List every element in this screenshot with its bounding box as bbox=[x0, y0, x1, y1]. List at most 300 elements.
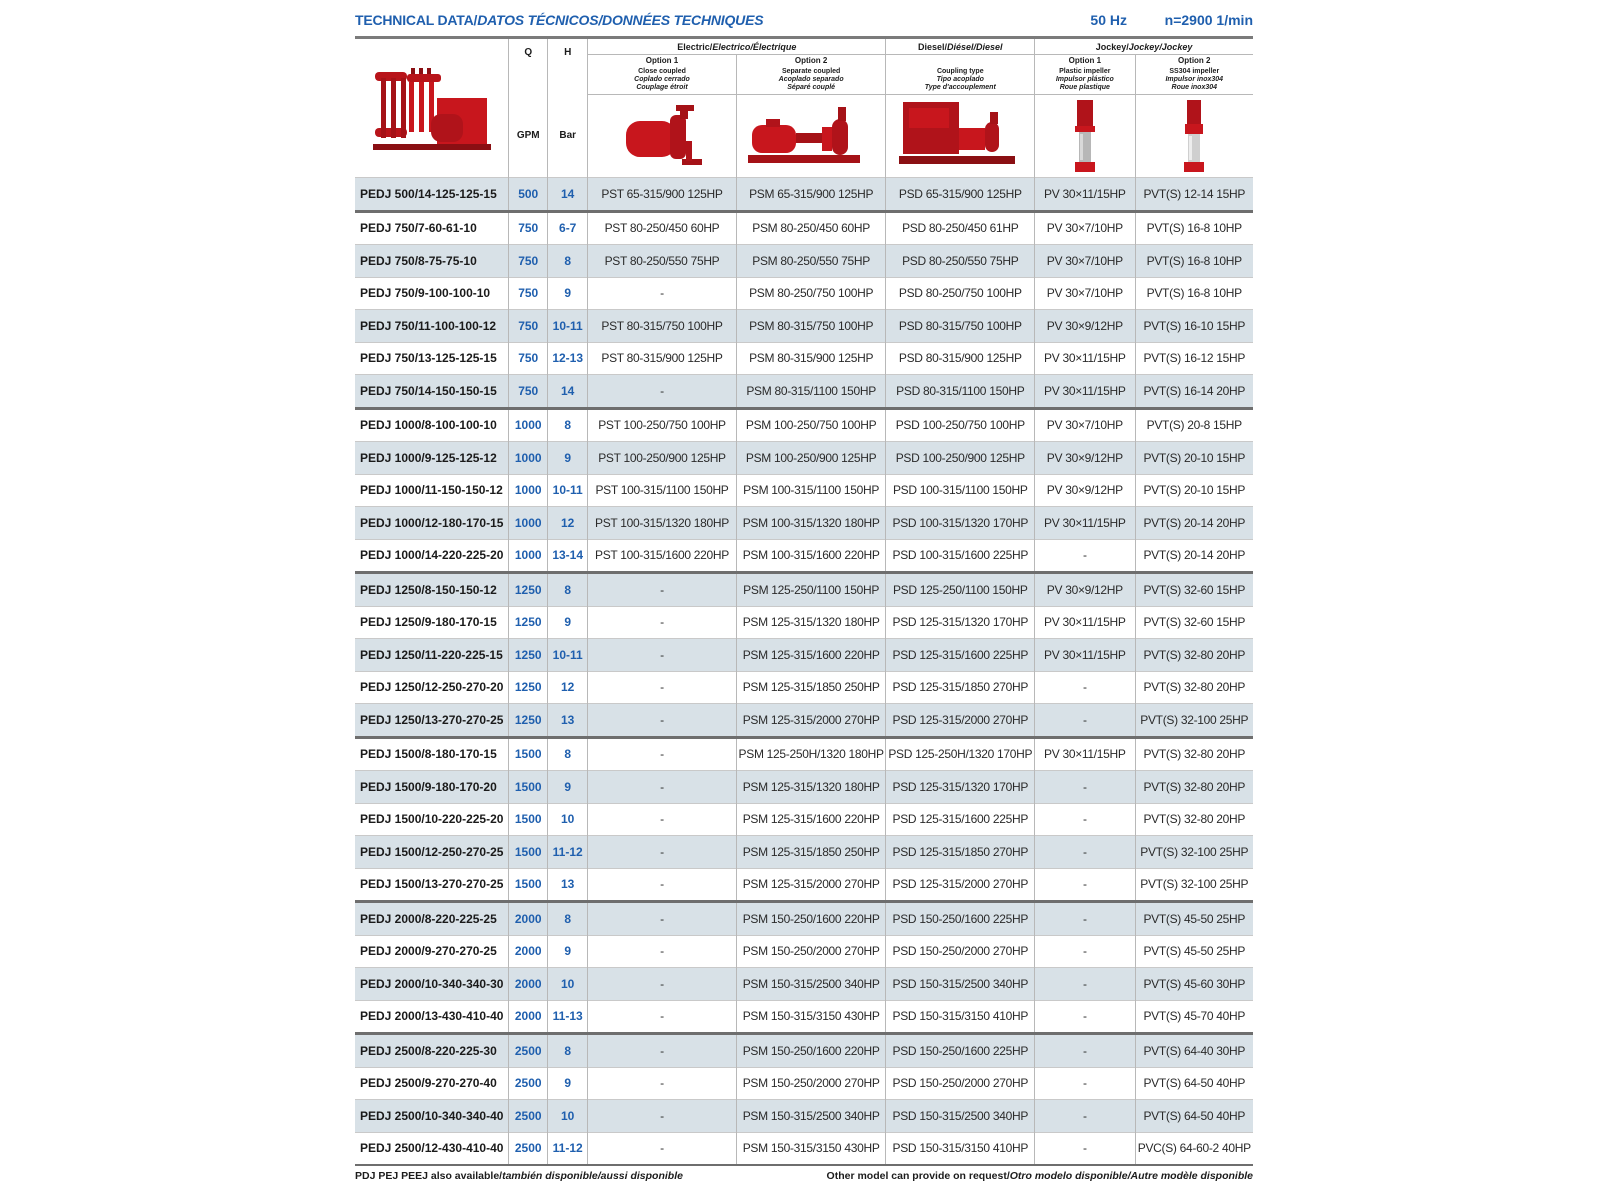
electric-group-header bbox=[588, 38, 886, 55]
flow-gpm-cell: 500 bbox=[509, 178, 548, 212]
head-bar-cell: 10-11 bbox=[548, 310, 588, 343]
model-cell: PEDJ 1250/9-180-170-15 bbox=[355, 606, 509, 639]
separate-coupled-pump-icon bbox=[746, 101, 876, 171]
jockey-option1-cell: PV 30×11/15HP bbox=[1035, 606, 1135, 639]
q-spacer bbox=[509, 66, 548, 95]
diesel-cell: PSD 100-250/900 125HP bbox=[886, 442, 1035, 475]
electric-option1-cell: - bbox=[588, 639, 737, 672]
vertical-pump-steel-icon bbox=[1174, 98, 1214, 174]
head-bar-cell: 9 bbox=[548, 606, 588, 639]
diesel-cell: PSD 80-315/1100 150HP bbox=[886, 375, 1035, 409]
jockey-option2-cell: PVT(S) 16-12 15HP bbox=[1135, 342, 1253, 375]
table-row bbox=[355, 342, 1253, 375]
jockey-option2-cell: PVT(S) 64-40 30HP bbox=[1135, 1034, 1253, 1068]
electric-option1-cell: PST 100-315/1320 180HP bbox=[588, 507, 737, 540]
jockey-option1-cell: - bbox=[1035, 868, 1135, 902]
table-row bbox=[355, 1000, 1253, 1034]
jockey-option2-cell: PVT(S) 16-8 10HP bbox=[1135, 211, 1253, 245]
diesel-cell: PSD 150-250/2000 270HP bbox=[886, 1067, 1035, 1100]
footer-left-main: PDJ PEJ PEEJ also available/ bbox=[355, 1170, 503, 1182]
electric-option1-header: Option 1 bbox=[588, 55, 737, 67]
electric-option1-cell: - bbox=[588, 1000, 737, 1034]
head-bar-cell: 10 bbox=[548, 968, 588, 1001]
electric-option2-cell: PSM 125-250H/1320 180HP bbox=[736, 737, 886, 771]
diesel-group-italic: Diésel/Diesel bbox=[947, 41, 1003, 52]
head-bar-cell: 13-14 bbox=[548, 539, 588, 573]
jockey-option1-cell: - bbox=[1035, 1034, 1135, 1068]
electric-option2-cell: PSM 150-250/1600 220HP bbox=[736, 902, 886, 936]
head-bar-cell: 10 bbox=[548, 803, 588, 836]
table-row bbox=[355, 539, 1253, 573]
q-header: Q bbox=[509, 38, 548, 67]
diesel-cell: PSD 150-315/3150 410HP bbox=[886, 1000, 1035, 1034]
table-row bbox=[355, 245, 1253, 278]
electric-option1-cell: PST 80-315/900 125HP bbox=[588, 342, 737, 375]
model-cell: PEDJ 1250/13-270-270-25 bbox=[355, 704, 509, 738]
head-bar-cell: 13 bbox=[548, 868, 588, 902]
footer-right-italic: Otro modelo disponible/Autre modèle disponible bbox=[1009, 1170, 1253, 1182]
diesel-cell: PSD 125-315/1320 170HP bbox=[886, 606, 1035, 639]
h-header: H bbox=[548, 38, 588, 67]
electric-option1-cell: - bbox=[588, 1034, 737, 1068]
jockey-option1-cell: - bbox=[1035, 935, 1135, 968]
table-row bbox=[355, 178, 1253, 212]
h-spacer bbox=[548, 66, 588, 95]
jockey-option1-cell: - bbox=[1035, 704, 1135, 738]
flow-gpm-cell: 1500 bbox=[509, 803, 548, 836]
electric-option2-cell: PSM 150-315/2500 340HP bbox=[736, 1100, 886, 1133]
electric-option2-cell: PSM 100-315/1320 180HP bbox=[736, 507, 886, 540]
electric-option1-cell: - bbox=[588, 1132, 737, 1165]
electric-option1-cell: PST 100-315/1100 150HP bbox=[588, 474, 737, 507]
jockey-option1-cell: - bbox=[1035, 902, 1135, 936]
flow-gpm-cell: 1000 bbox=[509, 507, 548, 540]
electric-option1-cell: - bbox=[588, 277, 737, 310]
table-row bbox=[355, 968, 1253, 1001]
head-bar-cell: 8 bbox=[548, 737, 588, 771]
flow-gpm-cell: 2000 bbox=[509, 1000, 548, 1034]
electric-option1-cell: PST 100-250/900 125HP bbox=[588, 442, 737, 475]
diesel-cell: PSD 150-315/2500 340HP bbox=[886, 1100, 1035, 1133]
electric-option2-cell: PSM 125-315/1600 220HP bbox=[736, 803, 886, 836]
jockey-option2-cell: PVT(S) 20-8 15HP bbox=[1135, 408, 1253, 442]
electric-option1-cell: PST 65-315/900 125HP bbox=[588, 178, 737, 212]
diesel-cell: PSD 100-315/1320 170HP bbox=[886, 507, 1035, 540]
table-body bbox=[355, 178, 1253, 1166]
head-bar-cell: 9 bbox=[548, 442, 588, 475]
sub-line: Impulsor inox304 bbox=[1165, 76, 1224, 83]
table-row bbox=[355, 836, 1253, 869]
jockey-option1-cell: PV 30×9/12HP bbox=[1035, 442, 1135, 475]
flow-gpm-cell: 750 bbox=[509, 342, 548, 375]
electric-option2-cell: PSM 100-250/900 125HP bbox=[736, 442, 886, 475]
model-cell: PEDJ 2000/13-430-410-40 bbox=[355, 1000, 509, 1034]
head-bar-cell: 8 bbox=[548, 573, 588, 607]
close-coupled-pump-icon bbox=[612, 101, 712, 171]
flow-gpm-cell: 2500 bbox=[509, 1100, 548, 1133]
flow-gpm-cell: 1000 bbox=[509, 442, 548, 475]
diesel-cell: PSD 100-315/1600 225HP bbox=[886, 539, 1035, 573]
system-image-cell bbox=[355, 38, 509, 178]
jockey-option2-cell: PVT(S) 32-100 25HP bbox=[1135, 704, 1253, 738]
jockey-option2-header: Option 2 bbox=[1135, 55, 1253, 67]
jockey-option2-cell: PVT(S) 32-80 20HP bbox=[1135, 671, 1253, 704]
sub-line: Acoplado separado bbox=[778, 76, 844, 83]
jockey-option1-cell: PV 30×7/10HP bbox=[1035, 408, 1135, 442]
model-cell: PEDJ 1500/10-220-225-20 bbox=[355, 803, 509, 836]
table-row bbox=[355, 868, 1253, 902]
model-cell: PEDJ 1000/11-150-150-12 bbox=[355, 474, 509, 507]
footer-left-note bbox=[355, 1170, 683, 1182]
electric-option1-cell: - bbox=[588, 902, 737, 936]
electric-option2-cell: PSM 100-250/750 100HP bbox=[736, 408, 886, 442]
table-row bbox=[355, 310, 1253, 343]
diesel-cell: PSD 65-315/900 125HP bbox=[886, 178, 1035, 212]
pump-system-icon bbox=[367, 58, 497, 158]
model-cell: PEDJ 750/13-125-125-15 bbox=[355, 342, 509, 375]
model-cell: PEDJ 2000/10-340-340-30 bbox=[355, 968, 509, 1001]
electric-option2-cell: PSM 150-250/2000 270HP bbox=[736, 935, 886, 968]
diesel-cell: PSD 125-315/1850 270HP bbox=[886, 671, 1035, 704]
electric-option2-cell: PSM 80-250/450 60HP bbox=[736, 211, 886, 245]
diesel-cell: PSD 100-315/1100 150HP bbox=[886, 474, 1035, 507]
footer-left-italic: también disponible/aussi disponible bbox=[502, 1170, 683, 1182]
electric-option2-cell: PSM 125-315/1850 250HP bbox=[736, 671, 886, 704]
footer-right-note bbox=[827, 1170, 1253, 1182]
jockey-option2-cell: PVT(S) 32-60 15HP bbox=[1135, 573, 1253, 607]
head-bar-cell: 11-12 bbox=[548, 1132, 588, 1165]
jockey-option1-cell: - bbox=[1035, 968, 1135, 1001]
h-unit-header: Bar bbox=[548, 95, 588, 178]
table-row bbox=[355, 408, 1253, 442]
diesel-cell: PSD 125-315/1600 225HP bbox=[886, 803, 1035, 836]
table-row bbox=[355, 606, 1253, 639]
flow-gpm-cell: 1250 bbox=[509, 704, 548, 738]
jockey-option1-cell: - bbox=[1035, 803, 1135, 836]
jockey-group-italic: Jockey/Jockey bbox=[1128, 41, 1193, 52]
sub-line: SS304 impeller bbox=[1169, 68, 1220, 75]
electric-option1-cell: - bbox=[588, 935, 737, 968]
sub-line: Couplage étroit bbox=[636, 84, 688, 91]
electric-option1-cell: - bbox=[588, 704, 737, 738]
technical-data-table bbox=[355, 36, 1253, 1166]
table-row bbox=[355, 902, 1253, 936]
flow-gpm-cell: 1500 bbox=[509, 836, 548, 869]
footer-right-main: Other model can provide on request/ bbox=[826, 1170, 1010, 1182]
model-cell: PEDJ 1000/14-220-225-20 bbox=[355, 539, 509, 573]
ss304-impeller-image-cell bbox=[1135, 95, 1253, 178]
sub-line: Roue plastique bbox=[1059, 84, 1110, 91]
table-row bbox=[355, 573, 1253, 607]
flow-gpm-cell: 1500 bbox=[509, 737, 548, 771]
electric-option2-cell: PSM 125-315/1850 250HP bbox=[736, 836, 886, 869]
vertical-pump-plastic-icon bbox=[1065, 98, 1105, 174]
table-row bbox=[355, 771, 1253, 804]
model-cell: PEDJ 750/8-75-75-10 bbox=[355, 245, 509, 278]
flow-gpm-cell: 1250 bbox=[509, 573, 548, 607]
flow-gpm-cell: 1000 bbox=[509, 474, 548, 507]
electric-option2-cell: PSM 100-315/1600 220HP bbox=[736, 539, 886, 573]
flow-gpm-cell: 750 bbox=[509, 375, 548, 409]
title-row bbox=[355, 0, 1253, 36]
model-cell: PEDJ 2500/10-340-340-40 bbox=[355, 1100, 509, 1133]
electric-option2-cell: PSM 125-315/1320 180HP bbox=[736, 606, 886, 639]
diesel-cell: PSD 150-250/2000 270HP bbox=[886, 935, 1035, 968]
diesel-option-header bbox=[886, 55, 1035, 67]
head-bar-cell: 11-13 bbox=[548, 1000, 588, 1034]
jockey-option2-cell: PVT(S) 16-10 15HP bbox=[1135, 310, 1253, 343]
head-bar-cell: 8 bbox=[548, 245, 588, 278]
model-cell: PEDJ 1500/13-270-270-25 bbox=[355, 868, 509, 902]
jockey-option2-cell: PVT(S) 64-50 40HP bbox=[1135, 1067, 1253, 1100]
table-row bbox=[355, 474, 1253, 507]
head-bar-cell: 9 bbox=[548, 771, 588, 804]
jockey-option2-cell: PVT(S) 16-14 20HP bbox=[1135, 375, 1253, 409]
jockey-group-main: Jockey/ bbox=[1095, 41, 1129, 52]
electric-option1-cell: - bbox=[588, 1067, 737, 1100]
electric-option1-cell: - bbox=[588, 968, 737, 1001]
flow-gpm-cell: 1250 bbox=[509, 671, 548, 704]
sub-line: Tipo acoplado bbox=[936, 76, 984, 83]
model-cell: PEDJ 1500/9-180-170-20 bbox=[355, 771, 509, 804]
jockey-option2-cell: PVT(S) 12-14 15HP bbox=[1135, 178, 1253, 212]
table-row bbox=[355, 1132, 1253, 1165]
jockey-option1-cell: PV 30×11/15HP bbox=[1035, 737, 1135, 771]
jockey-option1-cell: - bbox=[1035, 539, 1135, 573]
electric-option1-cell: - bbox=[588, 771, 737, 804]
jockey-option1-cell: - bbox=[1035, 836, 1135, 869]
electric-option2-cell: PSM 150-250/2000 270HP bbox=[736, 1067, 886, 1100]
jockey-option2-cell: PVT(S) 32-80 20HP bbox=[1135, 771, 1253, 804]
close-coupled-image-cell bbox=[588, 95, 737, 178]
sub-line: Impulsor plástico bbox=[1055, 76, 1114, 83]
jockey-option2-cell: PVC(S) 64-60-2 40HP bbox=[1135, 1132, 1253, 1165]
electric-option2-cell: PSM 150-315/2500 340HP bbox=[736, 968, 886, 1001]
head-bar-cell: 8 bbox=[548, 408, 588, 442]
electric-option1-cell: PST 100-315/1600 220HP bbox=[588, 539, 737, 573]
jockey-option1-cell: PV 30×11/15HP bbox=[1035, 507, 1135, 540]
model-cell: PEDJ 1250/8-150-150-12 bbox=[355, 573, 509, 607]
electric-option1-cell: PST 80-250/550 75HP bbox=[588, 245, 737, 278]
electric-option1-cell: - bbox=[588, 606, 737, 639]
head-bar-cell: 14 bbox=[548, 178, 588, 212]
model-cell: PEDJ 2500/9-270-270-40 bbox=[355, 1067, 509, 1100]
head-bar-cell: 12-13 bbox=[548, 342, 588, 375]
jockey-option2-cell: PVT(S) 32-100 25HP bbox=[1135, 836, 1253, 869]
diesel-cell: PSD 150-250/1600 225HP bbox=[886, 1034, 1035, 1068]
model-cell: PEDJ 1500/8-180-170-15 bbox=[355, 737, 509, 771]
footer bbox=[355, 1166, 1253, 1186]
sub-line: Coupling type bbox=[936, 68, 984, 75]
diesel-cell: PSD 80-315/900 125HP bbox=[886, 342, 1035, 375]
electric-option2-subtitle bbox=[736, 66, 886, 95]
head-bar-cell: 10-11 bbox=[548, 639, 588, 672]
flow-gpm-cell: 2500 bbox=[509, 1034, 548, 1068]
electric-option1-cell: - bbox=[588, 671, 737, 704]
table-row bbox=[355, 1034, 1253, 1068]
diesel-cell: PSD 150-250/1600 225HP bbox=[886, 902, 1035, 936]
table-row bbox=[355, 277, 1253, 310]
table-row bbox=[355, 442, 1253, 475]
electric-option2-cell: PSM 80-250/550 75HP bbox=[736, 245, 886, 278]
diesel-cell: PSD 125-315/2000 270HP bbox=[886, 704, 1035, 738]
table-row bbox=[355, 803, 1253, 836]
sub-line: Roue inox304 bbox=[1171, 84, 1218, 91]
table-row bbox=[355, 639, 1253, 672]
flow-gpm-cell: 750 bbox=[509, 277, 548, 310]
electric-option1-cell: - bbox=[588, 737, 737, 771]
jockey-option1-cell: PV 30×9/12HP bbox=[1035, 573, 1135, 607]
electric-option1-cell: PST 80-250/450 60HP bbox=[588, 211, 737, 245]
model-cell: PEDJ 750/7-60-61-10 bbox=[355, 211, 509, 245]
table-row bbox=[355, 1067, 1253, 1100]
head-bar-cell: 11-12 bbox=[548, 836, 588, 869]
jockey-group-header bbox=[1035, 38, 1253, 55]
jockey-option1-cell: PV 30×7/10HP bbox=[1035, 245, 1135, 278]
diesel-cell: PSD 80-250/550 75HP bbox=[886, 245, 1035, 278]
jockey-option1-cell: - bbox=[1035, 671, 1135, 704]
jockey-option2-cell: PVT(S) 20-10 15HP bbox=[1135, 442, 1253, 475]
jockey-option1-subtitle bbox=[1035, 66, 1135, 95]
sub-line: Close coupled bbox=[638, 68, 686, 75]
diesel-subtitle bbox=[886, 66, 1035, 95]
head-bar-cell: 8 bbox=[548, 902, 588, 936]
electric-option2-cell: PSM 80-315/1100 150HP bbox=[736, 375, 886, 409]
electric-group-italic: Electrico/Électrique bbox=[712, 41, 797, 52]
diesel-cell: PSD 150-315/2500 340HP bbox=[886, 968, 1035, 1001]
diesel-cell: PSD 80-315/750 100HP bbox=[886, 310, 1035, 343]
diesel-cell: PSD 125-315/1850 270HP bbox=[886, 836, 1035, 869]
flow-gpm-cell: 1250 bbox=[509, 606, 548, 639]
electric-option2-cell: PSM 150-315/3150 430HP bbox=[736, 1000, 886, 1034]
electric-option2-cell: PSM 125-315/2000 270HP bbox=[736, 704, 886, 738]
diesel-cell: PSD 150-315/3150 410HP bbox=[886, 1132, 1035, 1165]
jockey-option1-cell: PV 30×7/10HP bbox=[1035, 277, 1135, 310]
jockey-option1-cell: - bbox=[1035, 1067, 1135, 1100]
electric-option1-cell: - bbox=[588, 868, 737, 902]
jockey-option2-cell: PVT(S) 32-100 25HP bbox=[1135, 868, 1253, 902]
electric-option2-cell: PSM 150-315/3150 430HP bbox=[736, 1132, 886, 1165]
electric-option2-cell: PSM 80-315/750 100HP bbox=[736, 310, 886, 343]
table-row bbox=[355, 375, 1253, 409]
jockey-option1-cell: PV 30×11/15HP bbox=[1035, 639, 1135, 672]
flow-gpm-cell: 1500 bbox=[509, 868, 548, 902]
electric-option2-cell: PSM 125-315/2000 270HP bbox=[736, 868, 886, 902]
title-main: TECHNICAL DATA/ bbox=[355, 12, 478, 28]
sub-line: Séparé couplé bbox=[787, 84, 836, 91]
table-row bbox=[355, 737, 1253, 771]
head-bar-cell: 12 bbox=[548, 671, 588, 704]
electric-option2-cell: PSM 80-250/750 100HP bbox=[736, 277, 886, 310]
diesel-cell: PSD 125-315/2000 270HP bbox=[886, 868, 1035, 902]
flow-gpm-cell: 750 bbox=[509, 211, 548, 245]
jockey-option1-cell: PV 30×9/12HP bbox=[1035, 474, 1135, 507]
q-unit-header: GPM bbox=[509, 95, 548, 178]
speed-label: n=2900 1/min bbox=[1164, 12, 1253, 28]
head-bar-cell: 14 bbox=[548, 375, 588, 409]
model-cell: PEDJ 1250/12-250-270-20 bbox=[355, 671, 509, 704]
model-cell: PEDJ 1000/12-180-170-15 bbox=[355, 507, 509, 540]
model-cell: PEDJ 1500/12-250-270-25 bbox=[355, 836, 509, 869]
diesel-cell: PSD 125-250/1100 150HP bbox=[886, 573, 1035, 607]
flow-gpm-cell: 750 bbox=[509, 310, 548, 343]
jockey-option1-cell: PV 30×11/15HP bbox=[1035, 375, 1135, 409]
table-row bbox=[355, 671, 1253, 704]
title-italic: DATOS TÉCNICOS/DONNÉES TECHNIQUES bbox=[477, 12, 764, 28]
electric-option1-cell: PST 100-250/750 100HP bbox=[588, 408, 737, 442]
model-cell: PEDJ 750/9-100-100-10 bbox=[355, 277, 509, 310]
jockey-option2-cell: PVT(S) 32-80 20HP bbox=[1135, 803, 1253, 836]
electric-option2-cell: PSM 80-315/900 125HP bbox=[736, 342, 886, 375]
model-cell: PEDJ 1000/9-125-125-12 bbox=[355, 442, 509, 475]
flow-gpm-cell: 2000 bbox=[509, 902, 548, 936]
electric-option1-cell: - bbox=[588, 375, 737, 409]
electric-group-main: Electric/ bbox=[677, 41, 713, 52]
sub-line: Coplado cerrado bbox=[634, 76, 690, 83]
jockey-option1-cell: - bbox=[1035, 1132, 1135, 1165]
electric-option1-subtitle bbox=[588, 66, 737, 95]
head-bar-cell: 8 bbox=[548, 1034, 588, 1068]
head-bar-cell: 12 bbox=[548, 507, 588, 540]
electric-option1-cell: PST 80-315/750 100HP bbox=[588, 310, 737, 343]
model-cell: PEDJ 750/14-150-150-15 bbox=[355, 375, 509, 409]
jockey-option1-cell: PV 30×9/12HP bbox=[1035, 310, 1135, 343]
jockey-option2-cell: PVT(S) 32-80 20HP bbox=[1135, 737, 1253, 771]
diesel-cell: PSD 80-250/750 100HP bbox=[886, 277, 1035, 310]
jockey-option2-subtitle bbox=[1135, 66, 1253, 95]
sub-line: Plastic impeller bbox=[1059, 68, 1111, 75]
separate-coupled-image-cell bbox=[736, 95, 886, 178]
jockey-option2-cell: PVT(S) 45-50 25HP bbox=[1135, 935, 1253, 968]
table-row bbox=[355, 211, 1253, 245]
diesel-group-main: Diesel/ bbox=[917, 41, 948, 52]
model-cell: PEDJ 1250/11-220-225-15 bbox=[355, 639, 509, 672]
flow-gpm-cell: 750 bbox=[509, 245, 548, 278]
model-cell: PEDJ 2000/8-220-225-25 bbox=[355, 902, 509, 936]
jockey-option1-cell: PV 30×11/15HP bbox=[1035, 178, 1135, 212]
diesel-group-header bbox=[886, 38, 1035, 55]
jockey-option1-cell: - bbox=[1035, 1100, 1135, 1133]
flow-gpm-cell: 1000 bbox=[509, 408, 548, 442]
model-cell: PEDJ 750/11-100-100-12 bbox=[355, 310, 509, 343]
jockey-option2-cell: PVT(S) 20-10 15HP bbox=[1135, 474, 1253, 507]
model-cell: PEDJ 1000/8-100-100-10 bbox=[355, 408, 509, 442]
jockey-option2-cell: PVT(S) 32-60 15HP bbox=[1135, 606, 1253, 639]
head-bar-cell: 13 bbox=[548, 704, 588, 738]
electric-option1-cell: - bbox=[588, 803, 737, 836]
page-title bbox=[355, 12, 763, 28]
frequency-label: 50 Hz bbox=[1090, 12, 1127, 28]
head-bar-cell: 10 bbox=[548, 1100, 588, 1133]
electric-option2-cell: PSM 125-250/1100 150HP bbox=[736, 573, 886, 607]
diesel-cell: PSD 80-250/450 61HP bbox=[886, 211, 1035, 245]
flow-gpm-cell: 1250 bbox=[509, 639, 548, 672]
diesel-image-cell bbox=[886, 95, 1035, 178]
model-cell: PEDJ 2500/8-220-225-30 bbox=[355, 1034, 509, 1068]
diesel-cell: PSD 125-250H/1320 170HP bbox=[886, 737, 1035, 771]
sub-line: Type d'accouplement bbox=[924, 84, 996, 91]
electric-option2-header: Option 2 bbox=[736, 55, 886, 67]
table-row bbox=[355, 704, 1253, 738]
head-bar-cell: 6-7 bbox=[548, 211, 588, 245]
diesel-cell: PSD 125-315/1320 170HP bbox=[886, 771, 1035, 804]
diesel-cell: PSD 125-315/1600 225HP bbox=[886, 639, 1035, 672]
table-row bbox=[355, 1100, 1253, 1133]
jockey-option1-cell: - bbox=[1035, 771, 1135, 804]
head-bar-cell: 9 bbox=[548, 935, 588, 968]
flow-gpm-cell: 2000 bbox=[509, 968, 548, 1001]
flow-gpm-cell: 2000 bbox=[509, 935, 548, 968]
